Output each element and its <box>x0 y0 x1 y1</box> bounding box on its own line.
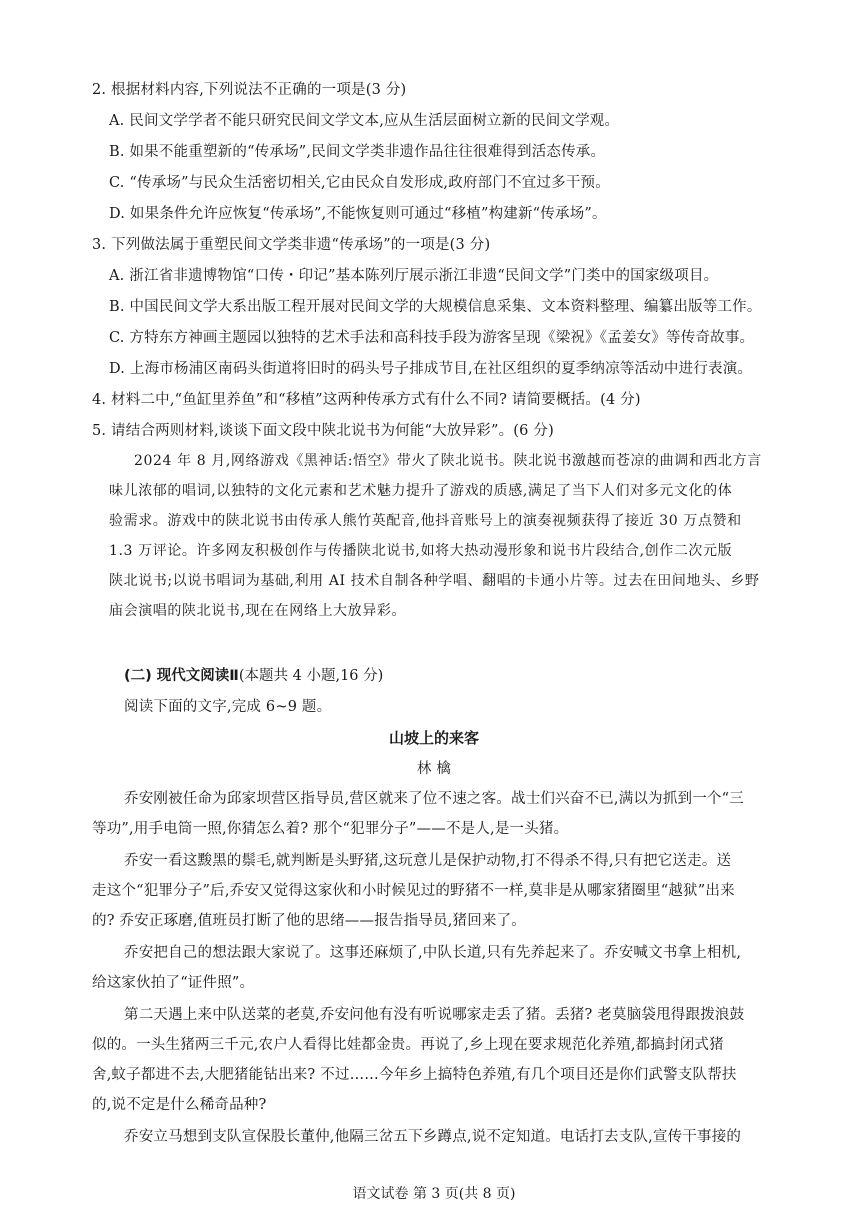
q5-passage-line: 陕北说书;以说书唱词为基础,利用 AI 技术自制各种学唱、翻唱的卡通小片等。过去在田间地头、乡野 <box>109 573 760 589</box>
question-3-option-b: B. 中国民间文学大系出版工程开展对民间文学的大规模信息采集、文本资料整理、编纂出版等工作。 <box>109 299 762 315</box>
question-2-option-d: D. 如果条件允许应恢复“传承场”,不能恢复则可通过“移植”构建新“传承场”。 <box>109 206 607 222</box>
q5-passage-line: 1.3 万评论。许多网友积极创作与传播陕北说书,如将大热动漫形象和说书片段结合,创作二次元版 <box>109 543 733 559</box>
story-line: 似的。一头生猪两三千元,农户人看得比娃都金贵。再说了,乡上现在要求规范化养殖,都搞封闭式猪 <box>92 1037 724 1053</box>
question-3-stem: 3. 下列做法属于重塑民间文学类非遗“传承场”的一项是(3 分) <box>92 237 491 253</box>
story-line: 的,说不定是什么稀奇品种? <box>92 1097 267 1113</box>
story-line: 走这个“犯罪分子”后,乔安又觉得这家伙和小时候见过的野猪不一样,莫非是从哪家猪圈里“越狱”出来 <box>92 883 735 899</box>
story-line: 舍,蚊子都进不去,大肥猪能钻出来? 不过……今年乡上搞特色养殖,有几个项目还是你们武警支队帮扶 <box>92 1067 737 1083</box>
question-2-option-a: A. 民间文学学者不能只研究民间文学文本,应从生活层面树立新的民间文学观。 <box>109 113 620 129</box>
story-title: 山坡上的来客 <box>388 729 479 747</box>
section-heading-title: (二) 现代文阅读Ⅱ <box>124 668 239 684</box>
story-line: 乔安立马想到支队宣保股长董仲,他隔三岔五下乡蹲点,说不定知道。电话打去支队,宣传干事接的 <box>124 1129 742 1145</box>
story-line: 的? 乔安正琢磨,值班员打断了他的思绪——报告指导员,猪回来了。 <box>92 913 526 929</box>
q5-passage-line: 2024 年 8 月,网络游戏《黑神话:悟空》带火了陕北说书。陕北说书激越而苍凉的曲调和西北方言 <box>134 453 762 469</box>
story-author: 林 檎 <box>416 761 452 777</box>
q5-passage-line: 庙会演唱的陕北说书,现在在网络上大放异彩。 <box>109 603 407 619</box>
question-2-option-b: B. 如果不能重塑新的“传承场”,民间文学类非遗作品往往很难得到活态传承。 <box>109 144 606 160</box>
page-footer: 语文试卷 第 3 页(共 8 页) <box>352 1186 516 1202</box>
question-4: 4. 材料二中,“鱼缸里养鱼”和“移植”这两种传承方式有什么不同? 请简要概括。(4 分) <box>92 392 641 408</box>
section-heading-note: (本题共 4 小题,16 分) <box>238 668 384 684</box>
question-3-option-d: D. 上海市杨浦区南码头街道将旧时的码头号子排成节目,在社区组织的夏季纳凉等活动中进行表演。 <box>109 361 753 377</box>
section-heading <box>124 666 383 686</box>
story-line: 给这家伙拍了“证件照”。 <box>92 975 255 991</box>
story-line: 乔安刚被任命为邱家坝营区指导员,营区就来了位不速之客。战士们兴奋不已,满以为抓到一个“三 <box>124 791 744 807</box>
story-line: 乔安一看这黢黑的鬃毛,就判断是头野猪,这玩意儿是保护动物,打不得杀不得,只有把它送走。送 <box>124 853 732 869</box>
question-3-option-c: C. 方特东方神画主题园以独特的艺术手法和高科技手段为游客呈现《梁祝》《孟姜女》等传奇故事。 <box>109 330 755 346</box>
story-line: 乔安把自己的想法跟大家说了。这事还麻烦了,中队长道,只有先养起来了。乔安喊文书拿上相机, <box>124 945 742 961</box>
story-line: 等功”,用手电筒一照,你猜怎么着? 那个“犯罪分子”——不是人,是一头猪。 <box>92 821 569 837</box>
q5-passage-line: 味儿浓郁的唱词,以独特的文化元素和艺术魅力提升了游戏的质感,满足了当下人们对多元文化的体 <box>109 483 733 499</box>
story-line: 第二天遇上来中队送菜的老莫,乔安问他有没有听说哪家走丢了猪。丢猪? 老莫脑袋甩得跟拨浪鼓 <box>124 1007 745 1023</box>
section-instruction: 阅读下面的文字,完成 6~9 题。 <box>124 699 332 715</box>
question-3-option-a: A. 浙江省非遗博物馆“口传・印记”基本陈列厅展示浙江非遗“民间文学”门类中的国家级项目。 <box>109 268 719 284</box>
question-2-option-c: C. “传承场”与民众生活密切相关,它由民众自发形成,政府部门不宜过多干预。 <box>109 175 610 191</box>
question-2-stem: 2. 根据材料内容,下列说法不正确的一项是(3 分) <box>92 82 407 98</box>
q5-passage-line: 验需求。游戏中的陕北说书由传承人熊竹英配音,他抖音账号上的演奏视频获得了接近 30 万点赞和 <box>109 513 742 529</box>
question-5: 5. 请结合两则材料,谈谈下面文段中陕北说书为何能“大放异彩”。(6 分) <box>92 423 554 439</box>
